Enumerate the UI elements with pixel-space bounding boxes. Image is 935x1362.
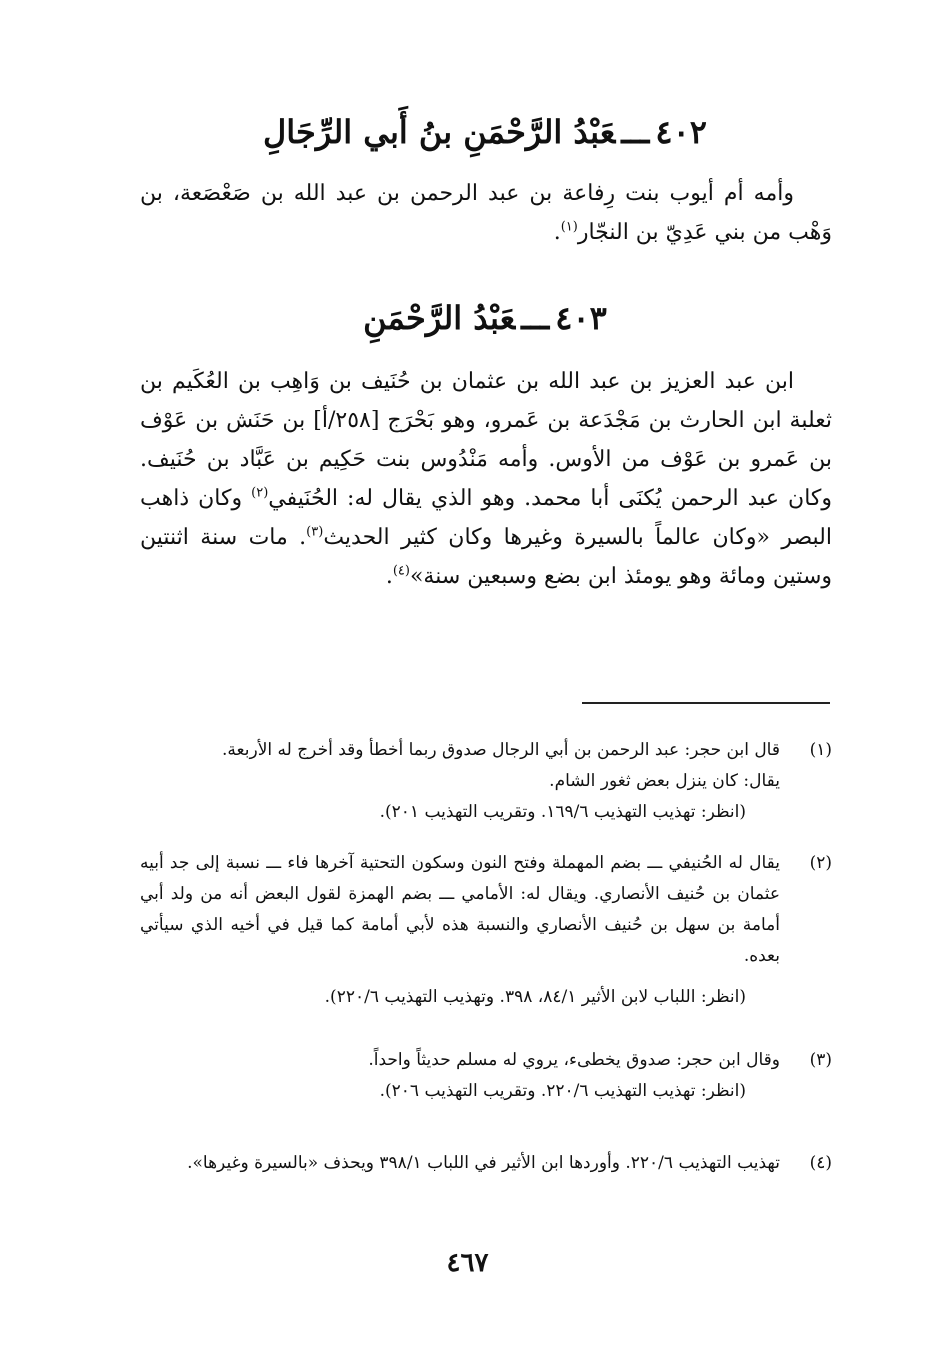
footnote-ref[interactable]: (٣) [306, 524, 324, 540]
entry-name: عَبْدُ الرَّحْمَنِ بنُ أَبي الرِّجَالِ [263, 113, 616, 151]
footnote-line: تهذيب التهذيب ٢٢٠/٦. وأوردها ابن الأثير في اللباب ٣٩٨/١ ويحذف «بالسيرة وغيرها». [187, 1153, 780, 1173]
footnote-separator-rule [582, 702, 830, 704]
paragraph-text-2: وكان ذاهب البصر «وكان عالماً بالسيرة وغيرها وكان كثير الحديث [140, 486, 832, 550]
footnote-citation: (انظر: اللباب لابن الأثير ٨٤/١، ٣٩٨. وتهذيب التهذيب ٢٢٠/٦). [324, 987, 746, 1007]
heading-separator: ـــ [521, 299, 550, 337]
entry-paragraph-402 [140, 174, 832, 252]
footnote-1 [140, 735, 832, 828]
footnote-number: (٢) [809, 853, 832, 873]
footnote-number: (١) [809, 740, 832, 760]
footnote-line: يقال: كان ينزل بعض ثغور الشام. [549, 771, 780, 791]
entry-number: ٤٠٢ [655, 113, 707, 151]
footnote-line: وقال ابن حجر: صدوق يخطىء، يروي له مسلم حديثاً واحداً. [368, 1050, 780, 1070]
footnote-number: (٣) [809, 1050, 832, 1070]
entry-number: ٤٠٣ [555, 299, 607, 337]
paragraph-text-3: . مات سنة اثنتين وستين ومائة وهو يومئذ ابن بضع وسبعين سنة» [140, 525, 832, 589]
paragraph-text: ابن عبد العزيز بن عبد الله بن عثمان بن حُنَيف بن وَاهِب بن العُكَيم بن ثعلبة ابن الحارث بن مَجْدَعة بن عَمرو، وهو بَحْرَج [٢٥٨/أ] بن حَنَش بن عَوْف بن عَمرو بن عَوْف من الأوس. وأمه مَنْدُوس بنت حَكِيم بن عَبَّاد بن حُنَيف. وكان عبد الرحمن يُكنَى أبا محمد. وهو الذي يقال له: الحُنَيفي [140, 369, 833, 511]
paragraph-tail: . [553, 220, 561, 245]
footnote-2 [140, 848, 832, 1013]
footnote-line: يقال له الحُنيفي ـــ بضم المهملة وفتح النون وسكون التحتية آخرها فاء ـــ نسبة إلى جد أبيه عثمان بن حُنيف الأنصاري. ويقال له: الأمامي ـــ بضم الهمزة لقول البعض أنه من ولد أبي أمامة بن سهل بن حُنيف الأنصاري والنسبة هذه لأبي أمامة كما قيل في أخيه الذي سيأتي بعده. [140, 853, 780, 966]
heading-separator: ـــ [621, 113, 650, 151]
entry-heading-402 [140, 110, 830, 154]
footnote-citation: (انظر: تهذيب التهذيب ٢٢٠/٦. وتقريب التهذيب ٢٠٦). [379, 1081, 746, 1101]
entry-name: عَبْدُ الرَّحْمَنِ [363, 299, 516, 337]
paragraph-text: وأمه أم أيوب بنت رِفاعة بن عبد الرحمن بن عبد الله بن صَعْصَعة، بن وَهْب من بني عَدِيّ بن النجّار [140, 181, 832, 245]
footnote-number: (٤) [809, 1153, 832, 1173]
footnote-3 [140, 1045, 832, 1107]
page-number: ٤٦٧ [446, 1248, 489, 1278]
footnote-4 [140, 1148, 832, 1179]
footnote-ref[interactable]: (٢) [251, 485, 269, 501]
footnote-ref[interactable]: (٤) [392, 563, 410, 579]
entry-paragraph-403 [140, 362, 832, 596]
paragraph-tail: . [385, 564, 393, 589]
footnote-line: قال ابن حجر: عبد الرحمن بن أبي الرجال صدوق ربما أخطأ وقد أخرج له الأربعة. [222, 740, 780, 760]
footnote-citation: (انظر: تهذيب التهذيب ١٦٩/٦. وتقريب التهذيب ٢٠١). [379, 802, 746, 822]
footnote-ref[interactable]: (١) [560, 219, 578, 235]
entry-heading-403 [140, 296, 830, 340]
